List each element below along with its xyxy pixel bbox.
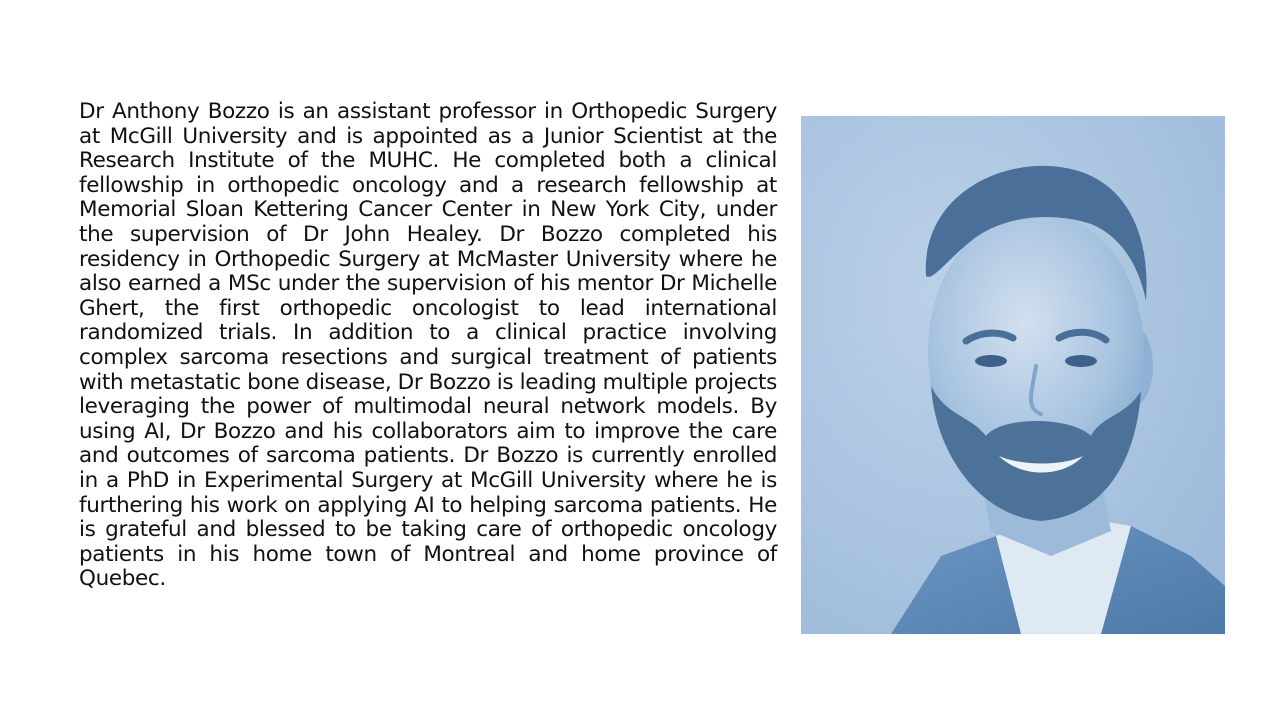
- portrait-photo: [801, 116, 1225, 634]
- bio-paragraph: Dr Anthony Bozzo is an assistant professor in Orthopedic Surgery at McGill University and is appointed as a Junior Scientist at the Research Institute of the MUHC. He completed both a clinical fellowship in orthopedic oncology and a research fellowship at Memorial Sloan Kettering Cancer Center in New York City, under the supervision of Dr John Healey. Dr Bozzo completed his residency in Orthopedic Surgery at McMaster University where he also earned a MSc under the supervision of his mentor Dr Michelle Ghert, the first orthopedic oncologist to lead international randomized trials. In addition to a clinical practice involving complex sarcoma resections and surgical treatment of patients with metastatic bone disease, Dr Bozzo is leading multiple projects leveraging the power of multimodal neural network models. By using AI, Dr Bozzo and his collaborators aim to improve the care and outcomes of sarcoma patients. Dr Bozzo is currently enrolled in a PhD in Experimental Surgery at McGill University where he is furthering his work on applying AI to helping sarcoma patients. He is grateful and blessed to be taking care of orthopedic oncology patients in his home town of Montreal and home province of Quebec.: [79, 99, 777, 592]
